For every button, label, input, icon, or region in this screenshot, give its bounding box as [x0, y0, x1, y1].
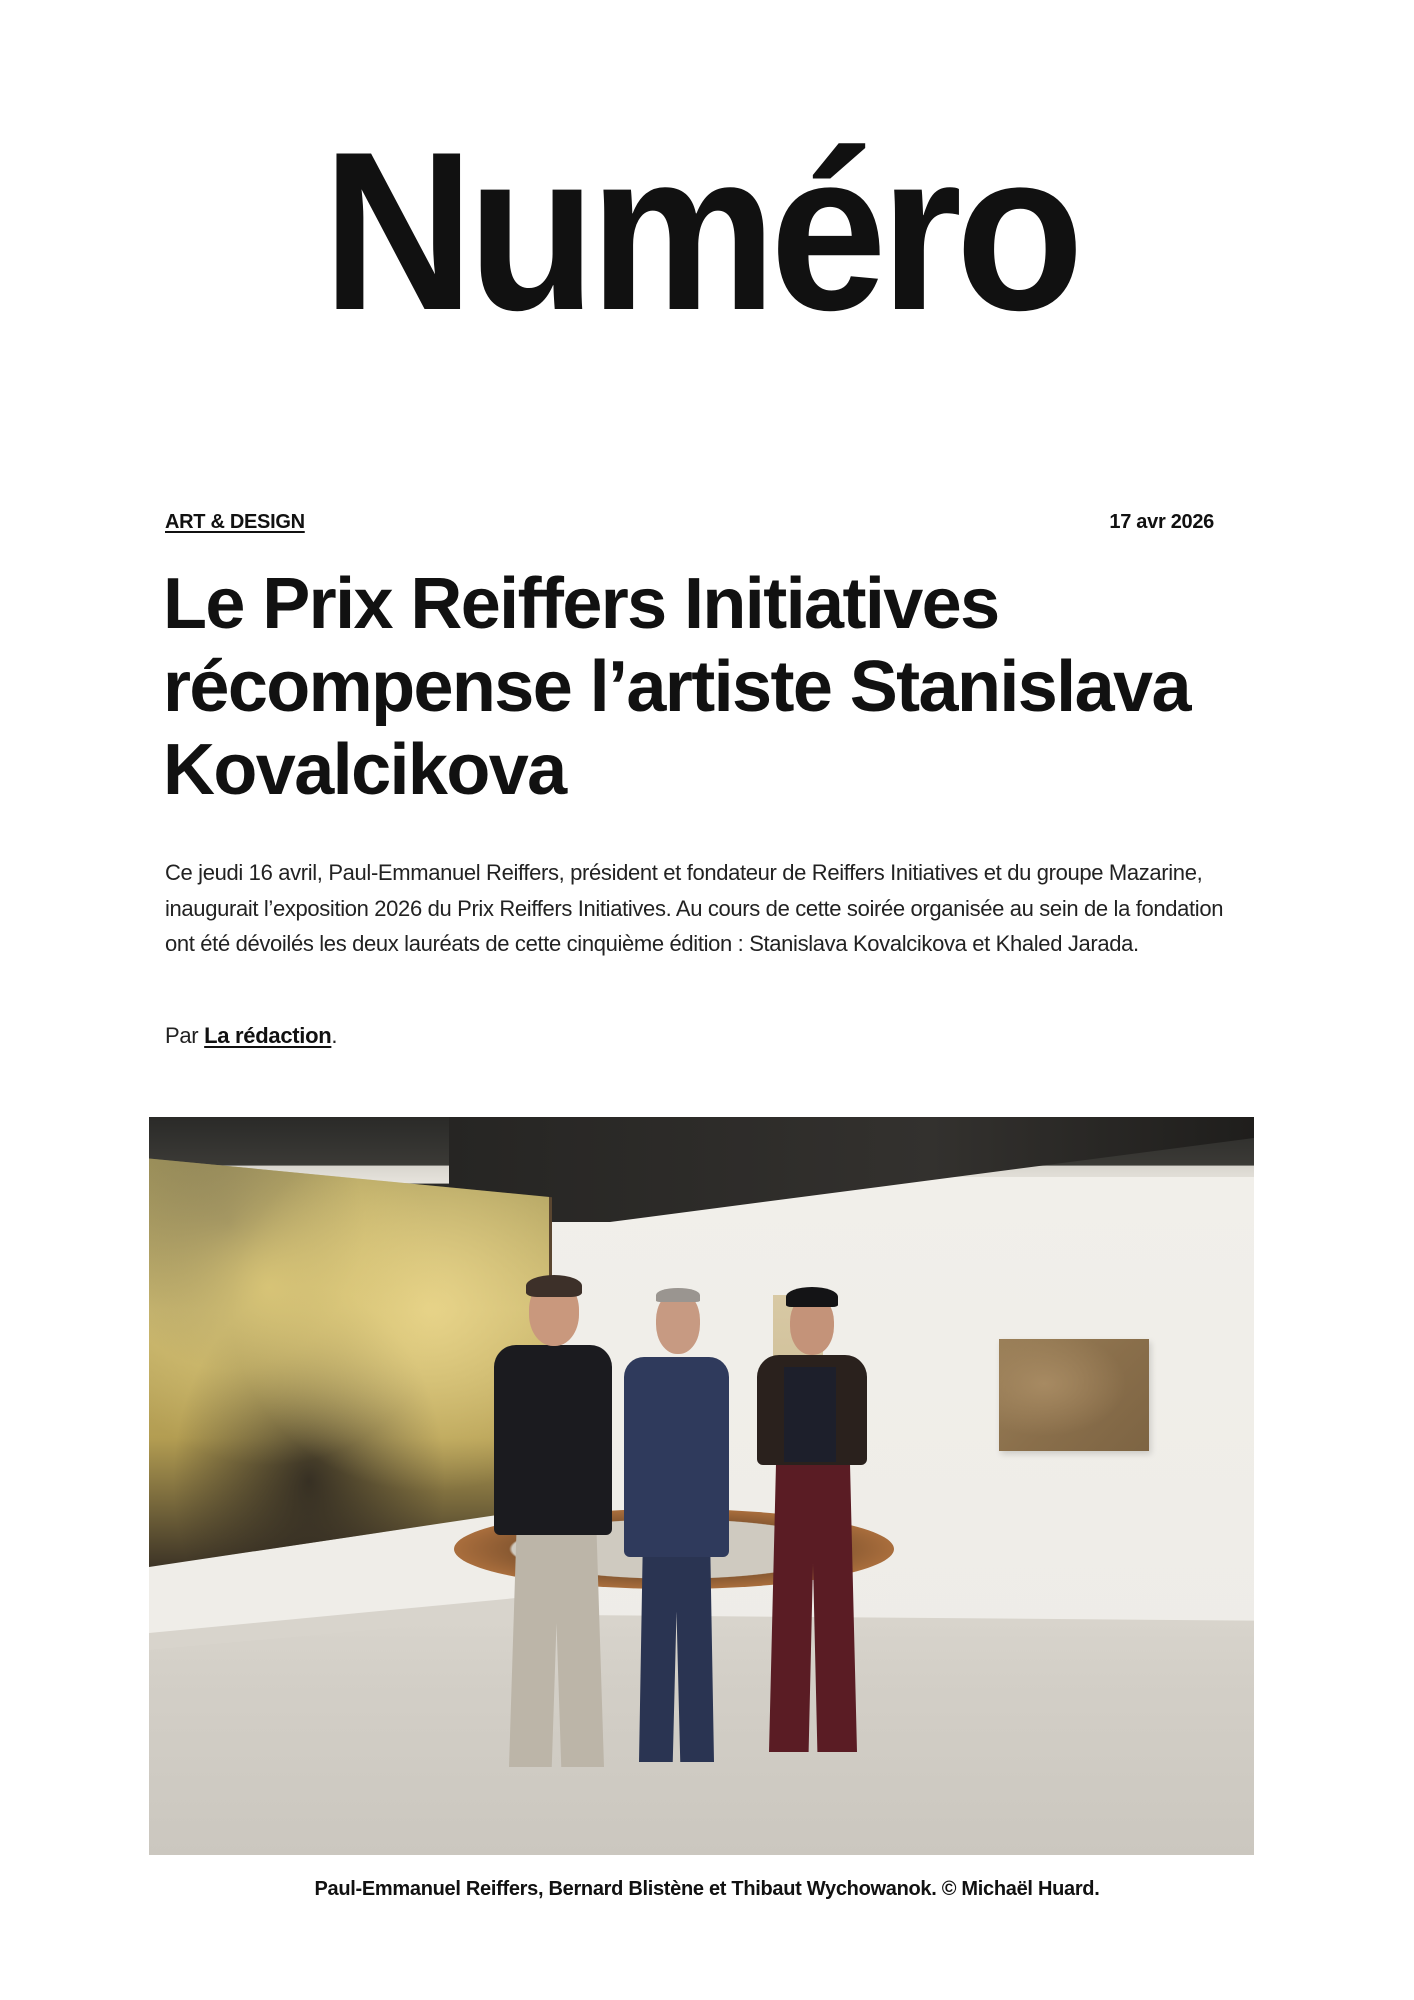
publish-date: 17 avr 2026 — [1109, 511, 1214, 533]
photo-caption: Paul-Emmanuel Reiffers, Bernard Blistène et Thibaut Wychowanok. © Michaël Huard. — [314, 1878, 1100, 1900]
article-meta — [165, 511, 1214, 534]
byline — [165, 1022, 337, 1050]
masthead — [0, 104, 1414, 357]
article-headline: Le Prix Reiffers Initiatives récompense l’artiste Stanislava Kovalcikova — [163, 564, 1190, 810]
article-photo — [149, 1117, 1254, 1855]
brown-relief-artwork — [999, 1339, 1149, 1451]
yellow-abstract-painting — [149, 1137, 552, 1567]
numero-logo[interactable]: Numéro — [322, 104, 1078, 357]
byline-prefix: Par — [165, 1023, 205, 1048]
category-link[interactable]: ART & DESIGN — [165, 511, 305, 533]
author-link[interactable]: La rédaction — [204, 1023, 332, 1048]
article-standfirst: Ce jeudi 16 avril, Paul-Emmanuel Reiffers, président et fondateur de Reiffers Initiatives et du groupe Mazarine, inaugurait l’exposition 2026 du Prix Reiffers Initiatives. Au cours de cette soirée organisée au sein de la fondation ont été dévoilés les deux lauréats de cette cinquième édition : Stanislava Kovalcikova et Khaled Jarada. — [165, 860, 1224, 956]
byline-suffix: . — [331, 1023, 338, 1048]
